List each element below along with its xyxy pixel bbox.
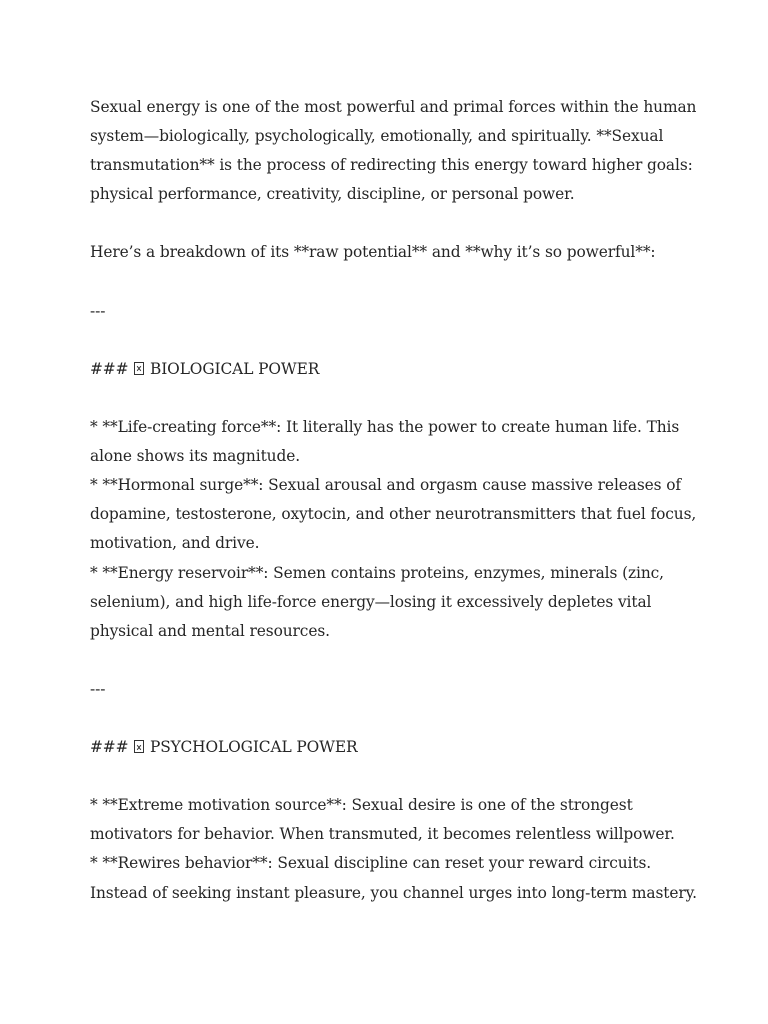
heading-prefix: ### xyxy=(90,738,129,757)
spacer xyxy=(90,704,690,733)
spacer xyxy=(90,646,690,675)
intro-line: physical performance, creativity, discipline, or personal power. xyxy=(90,185,575,204)
list-line: * **Life-creating force**: It literally has the power to create human life. This xyxy=(90,418,680,437)
intro-line: system—biologically, psychologically, emotionally, and spiritually. **Sexual xyxy=(90,127,664,146)
list-line: alone shows its magnitude. xyxy=(90,447,301,466)
spacer xyxy=(90,384,690,413)
list-line: * **Extreme motivation source**: Sexual desire is one of the strongest xyxy=(90,796,633,815)
list-line: motivation, and drive. xyxy=(90,534,260,553)
list-line: * **Energy reservoir**: Semen contains proteins, enzymes, minerals (zinc, xyxy=(90,563,664,582)
breakdown-paragraph: Here’s a breakdown of its **raw potential** and **why it’s so powerful**: xyxy=(90,243,656,262)
missing-glyph-icon xyxy=(134,362,144,375)
list-line: physical and mental resources. xyxy=(90,621,330,640)
heading-prefix: ### xyxy=(90,359,129,378)
section-heading-psychological xyxy=(90,733,690,762)
heading-text: PSYCHOLOGICAL POWER xyxy=(149,738,358,757)
section-heading-biological xyxy=(90,355,690,384)
list-line: * **Rewires behavior**: Sexual discipline can reset your reward circuits. xyxy=(90,854,652,873)
spacer xyxy=(90,326,690,355)
list-line: Instead of seeking instant pleasure, you channel urges into long-term mastery. xyxy=(90,883,697,902)
spacer xyxy=(90,209,690,238)
psychological-list xyxy=(90,791,697,907)
heading-text: BIOLOGICAL POWER xyxy=(149,359,320,378)
spacer xyxy=(90,762,690,791)
list-line: * **Hormonal surge**: Sexual arousal and orgasm cause massive releases of xyxy=(90,476,682,495)
missing-glyph-icon xyxy=(134,740,144,753)
list-line: dopamine, testosterone, oxytocin, and other neurotransmitters that fuel focus, xyxy=(90,505,697,524)
intro-line: Sexual energy is one of the most powerful and primal forces within the human xyxy=(90,98,697,116)
document-body xyxy=(90,93,697,908)
list-line: motivators for behavior. When transmuted, it becomes relentless willpower. xyxy=(90,825,675,844)
intro-line: transmutation** is the process of redirecting this energy toward higher goals: xyxy=(90,156,693,175)
intro-paragraph xyxy=(90,93,697,209)
list-line: selenium), and high life-force energy—losing it excessively depletes vital xyxy=(90,592,652,611)
biological-list xyxy=(90,413,697,646)
spacer xyxy=(90,268,690,297)
divider: --- xyxy=(90,301,106,320)
divider: --- xyxy=(90,679,106,698)
